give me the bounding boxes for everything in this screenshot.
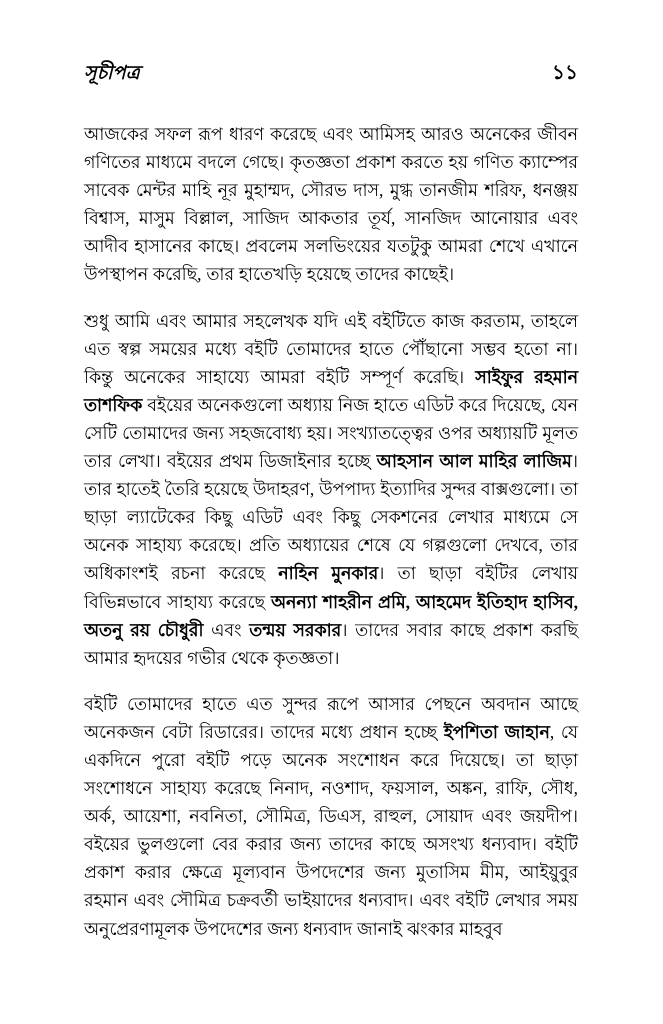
body-paragraph: বইটি তোমাদের হাতে এত সুন্দর রূপে আসার পেছনে অবদান আছে অনেকজন বেটা রিডারের। তাদের মধ্যে প্রধান হচ্ছে ইপশিতা জাহান, যে একদিনে পুরো বইটি পড়ে অনেক সংশোধন করে দিয়েছে। তা ছাড়া সংশোধনে সাহায্য করেছে নিনাদ, নওশাদ, ফয়সাল, অঙ্কন, রাফি, সৌধ, অর্ক, আয়েশা, নবনিতা, সৌমিত্র, ডিএস, রাহুল, সোয়াদ এবং জয়দীপ। বইয়ের ভুলগুলো বের করার জন্য তাদের কাছে অসংখ্য ধন্যবাদ। বইটি প্রকাশ করার ক্ষেত্রে মূল্যবান উপদেশের জন্য মুতাসিম মীম, আইয়ুবুর রহমান এবং সৌমিত্র চক্রবর্তী ভাইয়াদের ধন্যবাদ। এবং বইটি লেখার সময় অনুপ্রেরণামূলক উপদেশের জন্য ধন্যবাদ জানাই ঝংকার মাহবুব [84, 693, 578, 939]
page-number: ১১ [552, 62, 578, 84]
running-header [84, 58, 578, 88]
body-paragraph: শুধু আমি এবং আমার সহলেখক যদি এই বইটিতে কাজ করতাম, তাহলে এত স্বল্প সময়ের মধ্যে বইটি তোমাদের হাতে পৌঁছানো সম্ভব হতো না। কিন্তু অনেকের সাহায্যে আমরা বইটি সম্পূর্ণ করেছি। সাইফুর রহমান তাশফিক বইয়ের অনেকগুলো অধ্যায় নিজ হাতে এডিট করে দিয়েছে, যেন সেটি তোমাদের জন্য সহজবোধ্য হয়। সংখ্যাতত্ত্বের ওপর অধ্যায়টি মূলত তার লেখা। বইয়ের প্রথম ডিজাইনার হচ্ছে আহসান আল মাহির লাজিম। তার হাতেই তৈরি হয়েছে উদাহরণ, উপপাদ্য ইত্যাদির সুন্দর বাক্সগুলো। তা ছাড়া ল্যাটেকের কিছু এডিট এবং কিছু সেকশনের লেখার মাধ্যমে সে অনেক সাহায্য করেছে। প্রতি অধ্যায়ের শেষে যে গল্পগুলো দেখবে, তার অধিকাংশই রচনা করেছে নাহিন মুনকার। তা ছাড়া বইটির লেখায় বিভিন্নভাবে সাহায্য করেছে অনন্যা শাহরীন প্রমি, আহমেদ ইতিহাদ হাসিব, অতনু রয় চৌধুরী এবং তন্ময় সরকার। তাদের সবার কাছে প্রকাশ করছি আমার হৃদয়ের গভীর থেকে কৃতজ্ঞতা। [84, 310, 579, 668]
body-paragraph: আজকের সফল রূপ ধারণ করেছে এবং আমিসহ আরও অনেকের জীবন গণিতের মাধ্যমে বদলে গেছে। কৃতজ্ঞতা প্রকাশ করতে হয় গণিত ক্যাম্পের সাবেক মেন্টর মাহি নূর মুহাম্মদ, সৌরভ দাস, মুগ্ধ তানজীম শরিফ, ধনঞ্জয় বিশ্বাস, মাসুম বিল্লাল, সাজিদ আকতার তূর্য, সানজিদ আনোয়ার এবং আদীব হাসানের কাছে। প্রবলেম সলভিংয়ের যতটুকু আমরা শেখে এখানে উপস্থাপন করেছি, তার হাতেখড়ি হয়েছে তাদের কাছেই। [84, 124, 578, 285]
body-text-block [84, 120, 578, 943]
page-title: সূচীপত্র [84, 63, 140, 84]
